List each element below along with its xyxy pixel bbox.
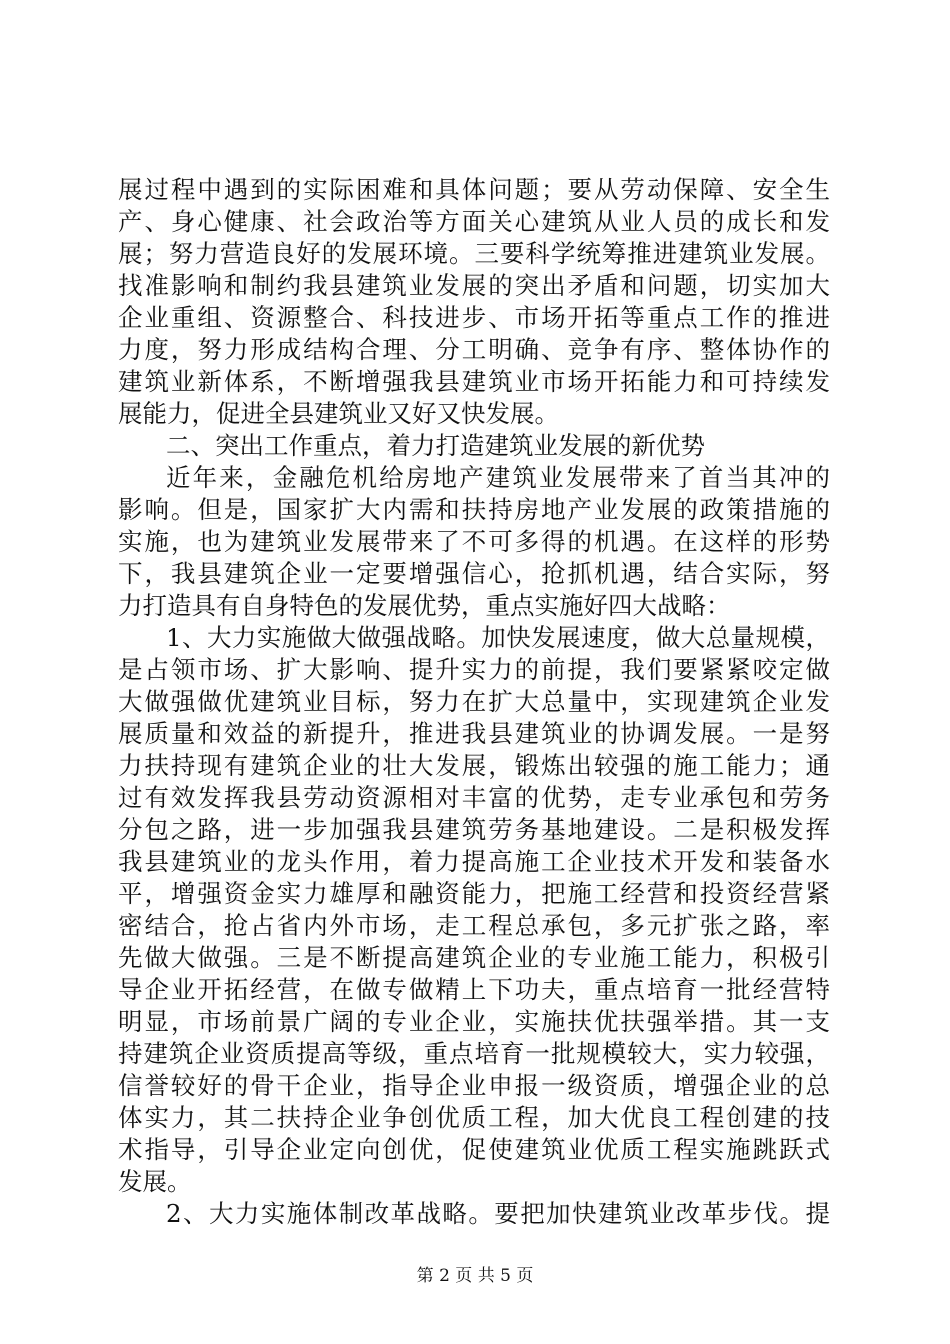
body-text-line: 影响。但是，国家扩大内需和扶持房地产业发展的政策措施的	[118, 495, 830, 524]
body-text-line: 2、大力实施体制改革战略。要把加快建筑业改革步伐。提	[166, 1199, 830, 1228]
body-text-line: 近年来，金融危机给房地产建筑业发展带来了首当其冲的	[166, 463, 830, 492]
body-text-line: 力扶持现有建筑企业的壮大发展，锻炼出较强的施工能力；通	[118, 751, 830, 780]
body-text-line: 分包之路，进一步加强我县建筑劳务基地建设。二是积极发挥	[118, 815, 830, 844]
body-text-line: 产、身心健康、社会政治等方面关心建筑从业人员的成长和发	[118, 207, 830, 236]
body-text-line: 力打造具有自身特色的发展优势，重点实施好四大战略：	[118, 591, 731, 620]
body-text-line: 展质量和效益的新提升，推进我县建筑业的协调发展。一是努	[118, 719, 830, 748]
body-text-line: 下，我县建筑企业一定要增强信心，抢抓机遇，结合实际，努	[118, 559, 830, 588]
page-number-footer: 第 2 页 共 5 页	[416, 1266, 534, 1286]
body-text-line: 先做大做强。三是不断提高建筑企业的专业施工能力，积极引	[118, 943, 830, 972]
body-text-line: 术指导，引导企业定向创优，促使建筑业优质工程实施跳跃式	[118, 1135, 830, 1164]
body-text-line: 是占领市场、扩大影响、提升实力的前提，我们要紧紧咬定做	[118, 655, 830, 684]
body-text-line: 信誉较好的骨干企业，指导企业申报一级资质，增强企业的总	[118, 1071, 830, 1100]
body-text-line: 1、大力实施做大做强战略。加快发展速度，做大总量规模，	[166, 623, 830, 652]
body-text-line: 体实力，其二扶持企业争创优质工程，加大优良工程创建的技	[118, 1103, 830, 1132]
body-text-line: 导企业开拓经营，在做专做精上下功夫，重点培育一批经营特	[118, 975, 830, 1004]
body-text-line: 明显，市场前景广阔的专业企业，实施扶优扶强举措。其一支	[118, 1007, 830, 1036]
section-heading: 二、突出工作重点，着力打造建筑业发展的新优势	[166, 431, 705, 460]
body-text-line: 展过程中遇到的实际困难和具体问题；要从劳动保障、安全生	[118, 175, 830, 204]
body-text-line: 我县建筑业的龙头作用，着力提高施工企业技术开发和装备水	[118, 847, 830, 876]
body-text-line: 平，增强资金实力雄厚和融资能力，把施工经营和投资经营紧	[118, 879, 830, 908]
body-text-line: 找准影响和制约我县建筑业发展的突出矛盾和问题，切实加大	[118, 271, 830, 300]
body-text-line: 展能力，促进全县建筑业又好又快发展。	[118, 399, 559, 428]
body-text-line: 力度，努力形成结构合理、分工明确、竞争有序、整体协作的	[118, 335, 830, 364]
body-text-line: 大做强做优建筑业目标，努力在扩大总量中，实现建筑企业发	[118, 687, 830, 716]
body-text-line: 建筑业新体系，不断增强我县建筑业市场开拓能力和可持续发	[118, 367, 830, 396]
body-text-line: 密结合，抢占省内外市场，走工程总承包，多元扩张之路，率	[118, 911, 830, 940]
body-text-line: 过有效发挥我县劳动资源相对丰富的优势，走专业承包和劳务	[118, 783, 830, 812]
body-text-line: 企业重组、资源整合、科技进步、市场开拓等重点工作的推进	[118, 303, 830, 332]
body-text-line: 持建筑企业资质提高等级，重点培育一批规模较大，实力较强，	[118, 1039, 830, 1068]
body-text-line: 展；努力营造良好的发展环境。三要科学统筹推进建筑业发展。	[118, 239, 830, 268]
body-text-line: 发展。	[118, 1167, 192, 1196]
body-text-line: 实施，也为建筑业发展带来了不可多得的机遇。在这样的形势	[118, 527, 830, 556]
